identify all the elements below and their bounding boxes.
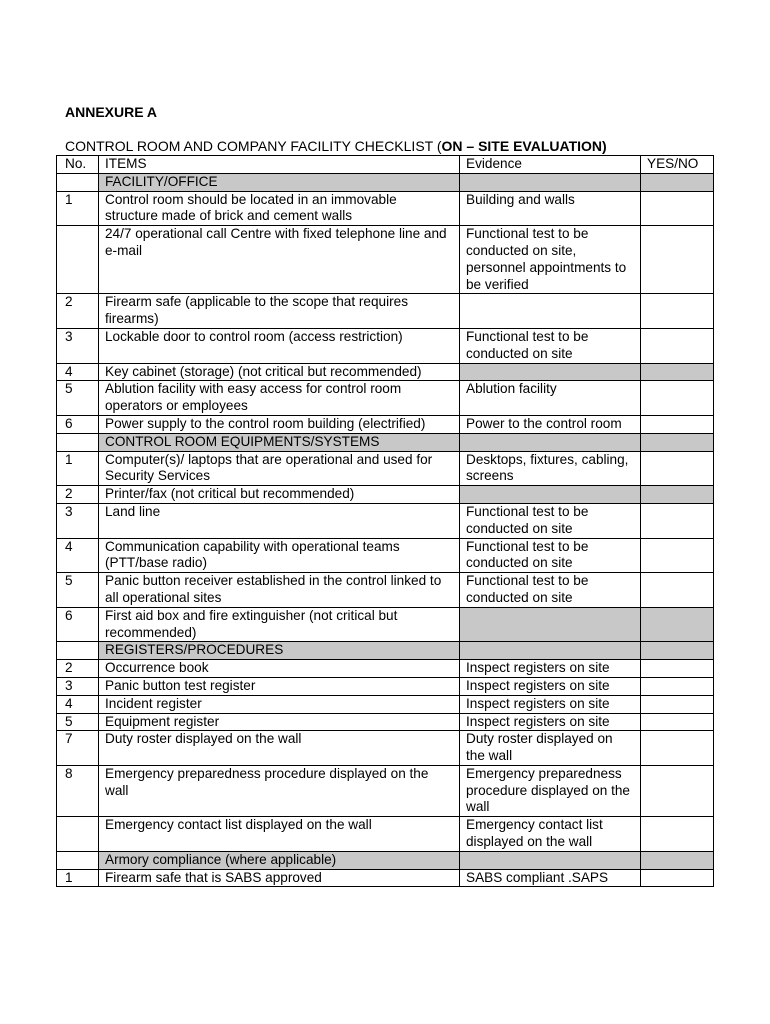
section-label: Armory compliance (where applicable) bbox=[99, 851, 460, 869]
row-number: 4 bbox=[57, 363, 99, 381]
section-evidence bbox=[460, 173, 641, 191]
row-evidence: Inspect registers on site bbox=[460, 660, 641, 678]
checklist-row bbox=[57, 415, 714, 433]
row-number: 8 bbox=[57, 765, 99, 816]
row-evidence: Power to the control room bbox=[460, 415, 641, 433]
checklist-row bbox=[57, 381, 714, 416]
row-number: 6 bbox=[57, 415, 99, 433]
row-number: 5 bbox=[57, 381, 99, 416]
row-evidence: Ablution facility bbox=[460, 381, 641, 416]
checklist-row bbox=[57, 191, 714, 226]
row-yesno-cell[interactable] bbox=[641, 538, 714, 573]
row-evidence: Functional test to be conducted on site, personnel appointments to be verified bbox=[460, 226, 641, 294]
row-item: Incident register bbox=[99, 695, 460, 713]
row-yesno-cell[interactable] bbox=[641, 294, 714, 329]
checklist-row bbox=[57, 607, 714, 642]
row-yesno-cell[interactable] bbox=[641, 677, 714, 695]
checklist-table bbox=[56, 155, 714, 887]
row-yesno-cell[interactable] bbox=[641, 226, 714, 294]
row-item: Firearm safe (applicable to the scope that requires firearms) bbox=[99, 294, 460, 329]
row-evidence: Functional test to be conducted on site bbox=[460, 503, 641, 538]
row-yesno-cell[interactable] bbox=[641, 660, 714, 678]
header-evidence: Evidence bbox=[460, 156, 641, 174]
row-number: 4 bbox=[57, 538, 99, 573]
checklist-row bbox=[57, 363, 714, 381]
section-row bbox=[57, 642, 714, 660]
section-yesno bbox=[641, 433, 714, 451]
section-label: CONTROL ROOM EQUIPMENTS/SYSTEMS bbox=[99, 433, 460, 451]
row-item: Printer/fax (not critical but recommended) bbox=[99, 486, 460, 504]
row-item: Emergency preparedness procedure displayed on the wall bbox=[99, 765, 460, 816]
row-evidence: Building and walls bbox=[460, 191, 641, 226]
row-number: 1 bbox=[57, 191, 99, 226]
row-evidence: Emergency contact list displayed on the wall bbox=[460, 817, 641, 852]
section-evidence bbox=[460, 851, 641, 869]
row-evidence: Emergency preparedness procedure displayed on the wall bbox=[460, 765, 641, 816]
row-number: 5 bbox=[57, 713, 99, 731]
header-no: No. bbox=[57, 156, 99, 174]
row-number: 3 bbox=[57, 677, 99, 695]
section-no bbox=[57, 642, 99, 660]
row-item: Lockable door to control room (access restriction) bbox=[99, 328, 460, 363]
row-item: Equipment register bbox=[99, 713, 460, 731]
row-yesno-cell[interactable] bbox=[641, 713, 714, 731]
row-item: Power supply to the control room building (electrified) bbox=[99, 415, 460, 433]
annexure-heading: ANNEXURE A bbox=[65, 104, 158, 120]
row-number bbox=[57, 226, 99, 294]
row-item: Computer(s)/ laptops that are operational and used for Security Services bbox=[99, 451, 460, 486]
row-evidence: SABS compliant .SAPS bbox=[460, 869, 641, 887]
section-label: FACILITY/OFFICE bbox=[99, 173, 460, 191]
row-number bbox=[57, 817, 99, 852]
checklist-title bbox=[65, 138, 607, 154]
row-evidence: Inspect registers on site bbox=[460, 677, 641, 695]
checklist-row bbox=[57, 713, 714, 731]
section-no bbox=[57, 433, 99, 451]
row-number: 7 bbox=[57, 731, 99, 766]
header-yesno: YES/NO bbox=[641, 156, 714, 174]
section-yesno bbox=[641, 173, 714, 191]
header-row bbox=[57, 156, 714, 174]
row-item: Panic button test register bbox=[99, 677, 460, 695]
row-item: Land line bbox=[99, 503, 460, 538]
row-yesno-cell[interactable] bbox=[641, 695, 714, 713]
section-yesno bbox=[641, 642, 714, 660]
checklist-row bbox=[57, 451, 714, 486]
row-yesno-cell[interactable] bbox=[641, 191, 714, 226]
row-yesno-cell[interactable] bbox=[641, 817, 714, 852]
row-item: Key cabinet (storage) (not critical but recommended) bbox=[99, 363, 460, 381]
row-item: Firearm safe that is SABS approved bbox=[99, 869, 460, 887]
checklist-row bbox=[57, 503, 714, 538]
title-bold: ON – SITE EVALUATION) bbox=[441, 138, 607, 154]
row-yesno-cell[interactable] bbox=[641, 765, 714, 816]
section-evidence bbox=[460, 642, 641, 660]
row-yesno-cell[interactable] bbox=[641, 486, 714, 504]
row-number: 2 bbox=[57, 486, 99, 504]
section-no bbox=[57, 851, 99, 869]
row-item: Ablution facility with easy access for control room operators or employees bbox=[99, 381, 460, 416]
section-label: REGISTERS/PROCEDURES bbox=[99, 642, 460, 660]
row-number: 1 bbox=[57, 451, 99, 486]
row-item: Panic button receiver established in the control linked to all operational sites bbox=[99, 573, 460, 608]
checklist-row bbox=[57, 328, 714, 363]
checklist-row bbox=[57, 817, 714, 852]
row-item: Communication capability with operational teams (PTT/base radio) bbox=[99, 538, 460, 573]
checklist-body bbox=[57, 173, 714, 887]
row-number: 5 bbox=[57, 573, 99, 608]
header-items: ITEMS bbox=[99, 156, 460, 174]
row-yesno-cell[interactable] bbox=[641, 869, 714, 887]
section-row bbox=[57, 173, 714, 191]
checklist-row bbox=[57, 731, 714, 766]
checklist-row bbox=[57, 538, 714, 573]
checklist-row bbox=[57, 226, 714, 294]
row-yesno-cell[interactable] bbox=[641, 328, 714, 363]
row-yesno-cell[interactable] bbox=[641, 503, 714, 538]
row-yesno-cell[interactable] bbox=[641, 363, 714, 381]
row-evidence bbox=[460, 486, 641, 504]
section-no bbox=[57, 173, 99, 191]
row-number: 3 bbox=[57, 503, 99, 538]
row-number: 4 bbox=[57, 695, 99, 713]
section-row bbox=[57, 851, 714, 869]
checklist-row bbox=[57, 765, 714, 816]
row-evidence: Inspect registers on site bbox=[460, 713, 641, 731]
row-item: Emergency contact list displayed on the wall bbox=[99, 817, 460, 852]
checklist-row bbox=[57, 869, 714, 887]
title-prefix: CONTROL ROOM AND COMPANY FACILITY CHECKLIST ( bbox=[65, 138, 442, 154]
row-number: 2 bbox=[57, 660, 99, 678]
row-yesno-cell[interactable] bbox=[641, 451, 714, 486]
row-evidence bbox=[460, 294, 641, 329]
row-evidence: Functional test to be conducted on site bbox=[460, 573, 641, 608]
row-item: 24/7 operational call Centre with fixed telephone line and e-mail bbox=[99, 226, 460, 294]
row-yesno-cell[interactable] bbox=[641, 415, 714, 433]
row-number: 3 bbox=[57, 328, 99, 363]
row-number: 6 bbox=[57, 607, 99, 642]
row-evidence: Desktops, fixtures, cabling, screens bbox=[460, 451, 641, 486]
checklist-row bbox=[57, 660, 714, 678]
row-item: First aid box and fire extinguisher (not critical but recommended) bbox=[99, 607, 460, 642]
row-yesno-cell[interactable] bbox=[641, 381, 714, 416]
checklist-row bbox=[57, 294, 714, 329]
row-yesno-cell[interactable] bbox=[641, 573, 714, 608]
checklist-row bbox=[57, 573, 714, 608]
section-evidence bbox=[460, 433, 641, 451]
row-evidence bbox=[460, 607, 641, 642]
row-item: Duty roster displayed on the wall bbox=[99, 731, 460, 766]
row-evidence: Functional test to be conducted on site bbox=[460, 328, 641, 363]
row-yesno-cell[interactable] bbox=[641, 731, 714, 766]
section-row bbox=[57, 433, 714, 451]
row-evidence bbox=[460, 363, 641, 381]
row-number: 1 bbox=[57, 869, 99, 887]
checklist-row bbox=[57, 695, 714, 713]
row-evidence: Inspect registers on site bbox=[460, 695, 641, 713]
section-yesno bbox=[641, 851, 714, 869]
checklist-row bbox=[57, 486, 714, 504]
row-evidence: Functional test to be conducted on site bbox=[460, 538, 641, 573]
row-item: Occurrence book bbox=[99, 660, 460, 678]
row-evidence: Duty roster displayed on the wall bbox=[460, 731, 641, 766]
row-yesno-cell[interactable] bbox=[641, 607, 714, 642]
row-item: Control room should be located in an immovable structure made of brick and cement walls bbox=[99, 191, 460, 226]
checklist-row bbox=[57, 677, 714, 695]
row-number: 2 bbox=[57, 294, 99, 329]
